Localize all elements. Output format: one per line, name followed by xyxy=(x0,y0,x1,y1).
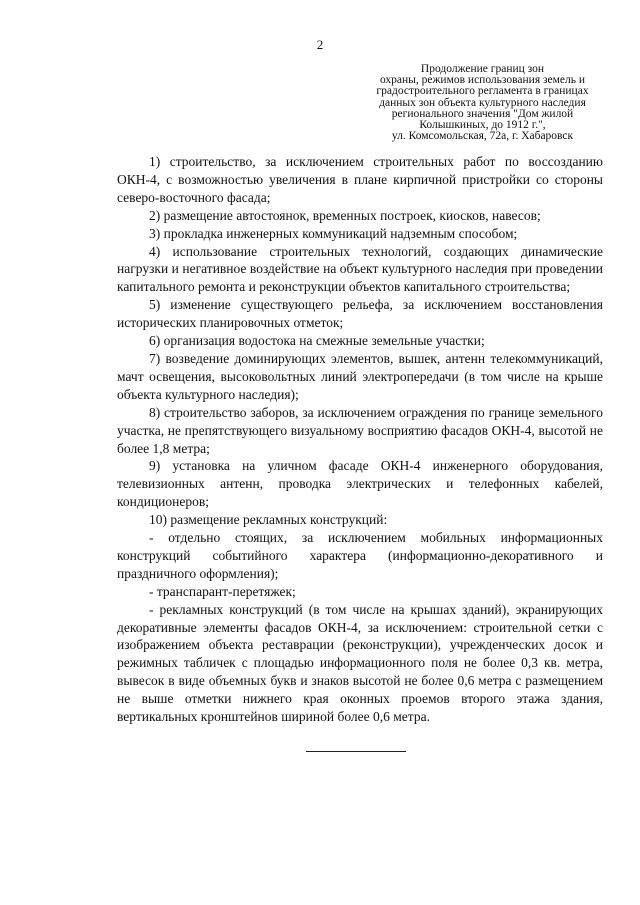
list-item: 3) прокладка инженерных коммуникаций надземным способом; xyxy=(149,225,518,241)
header-line: Колышкиных, до 1912 г.", xyxy=(419,119,546,132)
header-line: градостроительного регламента в границах xyxy=(376,85,589,98)
list-item: 5) изменение существующего рельефа, за исключением восстановления исторических планировочных отметок; xyxy=(117,297,603,331)
header-line: регионального значения "Дом жилой xyxy=(391,107,574,120)
list-item: 7) возведение доминирующих элементов, вышек, антенн телекоммуникаций, мачт освещения, высоковольтных линий электропередачи (в том числе на крыше объекта культурного наследия); xyxy=(117,350,603,402)
closing-rule xyxy=(306,751,406,752)
header-line: охраны, режимов использования земель и xyxy=(379,74,586,87)
page-number: 2 xyxy=(316,37,324,52)
restrictions-list xyxy=(117,153,603,726)
continuation-header xyxy=(350,64,615,142)
list-item: 8) строительство заборов, за исключением ограждения по границе земельного участка, не препятствующего визуальному восприятию фасадов ОКН-4, высотой не более 1,8 метра; xyxy=(117,404,603,456)
header-line: данных зон объекта культурного наследия xyxy=(379,96,586,109)
header-line: Продолжение границ зон xyxy=(420,63,545,75)
list-item: 2) размещение автостоянок, временных построек, киосков, навесов; xyxy=(149,207,541,223)
list-item: 9) установка на уличном фасаде ОКН-4 инженерного оборудования, телевизионных антенн, проводка электрических и телефонных кабелей, кондиционеров; xyxy=(117,458,603,510)
list-item: 6) организация водостока на смежные земельные участки; xyxy=(149,333,485,349)
header-line: ул. Комсомольская, 72а, г. Хабаровск xyxy=(391,130,574,143)
sub-item: - рекламных конструкций (в том числе на крышах зданий), экранирующих декоративные элементы фасадов ОКН-4, за исключением: строительной сетки с изображением объекта реставрации (реконструкции), учрежденческих досок и режимных табличек с площадью информационного поля не более 0,3 кв. метра, вывесок в виде объемных букв и знаков высотой не более 0,6 метра с размещением не выше отметки нижнего края оконных проемов второго этажа здания, вертикальных кронштейнов шириной более 0,6 метра. xyxy=(117,601,603,725)
sub-item: - отдельно стоящих, за исключением мобильных информационных конструкций событийного характера (информационно-декоративного и праздничного оформления); xyxy=(117,530,603,581)
sub-item: - транспарант-перетяжек; xyxy=(149,583,296,599)
list-item: 1) строительство, за исключением строительных работ по воссозданию ОКН-4, с возможностью увеличения в плане кирпичной пристройки со стороны северо-восточного фасада; xyxy=(117,154,603,205)
list-item: 4) использование строительных технологий, создающих динамические нагрузки и негативное воздействие на объект культурного наследия при проведении капитального ремонта и реконструкции объектов капитального строительства; xyxy=(117,243,603,295)
list-item: 10) размещение рекламных конструкций: xyxy=(149,512,388,528)
